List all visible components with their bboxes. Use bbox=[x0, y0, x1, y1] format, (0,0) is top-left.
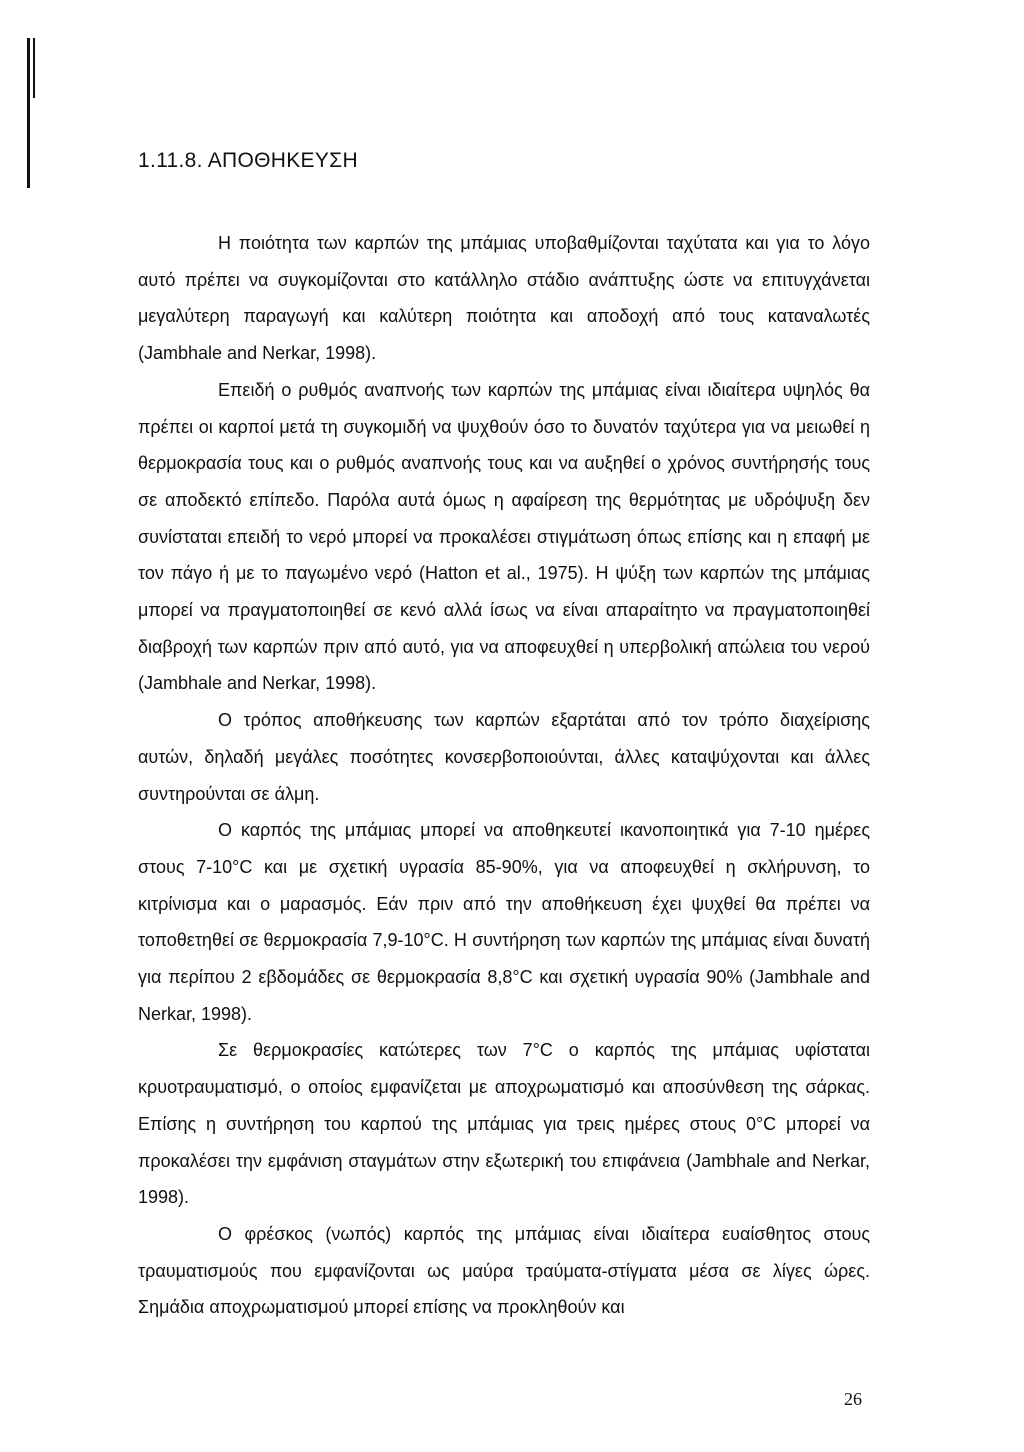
body-text bbox=[138, 225, 870, 1326]
paragraph-respiration-cooling: Επειδή ο ρυθμός αναπνοής των καρπών της μπάμιας είναι ιδιαίτερα υψηλός θα πρέπει οι καρποί μετά τη συγκομιδή να ψυχθούν όσο το δυνατόν ταχύτερα για να μειωθεί η θερμοκρασία τους και ο ρυθμός αναπνοής τους και να αυξηθεί ο χρόνος συντήρησής τους σε αποδεκτό επίπεδο. Παρόλα αυτά όμως η αφαίρεση της θερμότητας με υδρόψυξη δεν συνίσταται επειδή το νερό μπορεί να προκαλέσει στιγμάτωση όπως επίσης και η επαφή με τον πάγο ή με το παγωμένο νερό (Hatton et al., 1975). Η ψύξη των καρπών της μπάμιας μπορεί να πραγματοποιηθεί σε κενό αλλά ίσως να είναι απαραίτητο να πραγματοποιηθεί διαβροχή των καρπών πριν από αυτό, για να αποφευχθεί η υπερβολική απώλεια του νερού (Jambhale and Nerkar, 1998). bbox=[138, 379, 870, 694]
page-number: 26 bbox=[844, 1389, 862, 1409]
section-heading: 1.11.8. ΑΠΟΘΗΚΕΥΣΗ bbox=[138, 149, 358, 172]
scan-edge-mark-secondary bbox=[33, 38, 35, 98]
paragraph-storage-methods: Ο τρόπος αποθήκευσης των καρπών εξαρτάται από τον τρόπο διαχείρισης αυτών, δηλαδή μεγάλες ποσότητες κονσερβοποιούνται, άλλες καταψύχονται και άλλες συντηρούνται σε άλμη. bbox=[138, 710, 870, 804]
paragraph-chilling-injury: Σε θερμοκρασίες κατώτερες των 7°C ο καρπός της μπάμιας υφίσταται κρυοτραυματισμό, ο οποίος εμφανίζεται με αποχρωματισμό και αποσύνθεση της σάρκας. Επίσης η συντήρηση του καρπού της μπάμιας για τρεις ημέρες στους 0°C μπορεί να προκαλέσει την εμφάνιση σταγμάτων στην εξωτερική του επιφάνεια (Jambhale and Nerkar, 1998). bbox=[138, 1040, 870, 1208]
paragraph-quality-degradation: Η ποιότητα των καρπών της μπάμιας υποβαθμίζονται ταχύτατα και για το λόγο αυτό πρέπει να συγκομίζονται στο κατάλληλο στάδιο ανάπτυξης ώστε να επιτυγχάνεται μεγαλύτερη παραγωγή και καλύτερη ποιότητα και αποδοχή από τους καταναλωτές (Jambhale and Nerkar, 1998). bbox=[138, 233, 870, 364]
paragraph-fresh-sensitivity: Ο φρέσκος (νωπός) καρπός της μπάμιας είναι ιδιαίτερα ευαίσθητος στους τραυματισμούς που εμφανίζονται ως μαύρα τραύματα-στίγματα μέσα σε λίγες ώρες. Σημάδια αποχρωματισμού μπορεί επίσης να προκληθούν και bbox=[138, 1223, 870, 1318]
scan-edge-mark bbox=[27, 38, 30, 188]
paragraph-storage-conditions: Ο καρπός της μπάμιας μπορεί να αποθηκευτεί ικανοποιητικά για 7-10 ημέρες στους 7-10°C και με σχετική υγρασία 85-90%, για να αποφευχθεί η σκλήρυνση, το κιτρίνισμα και ο μαρασμός. Εάν πριν από την αποθήκευση έχει ψυχθεί θα πρέπει να τοποθετηθεί σε θερμοκρασία 7,9-10°C. Η συντήρηση των καρπών της μπάμιας είναι δυνατή για περίπου 2 εβδομάδες σε θερμοκρασία 8,8°C και σχετική υγρασία 90% (Jambhale and Nerkar, 1998). bbox=[138, 820, 870, 1024]
